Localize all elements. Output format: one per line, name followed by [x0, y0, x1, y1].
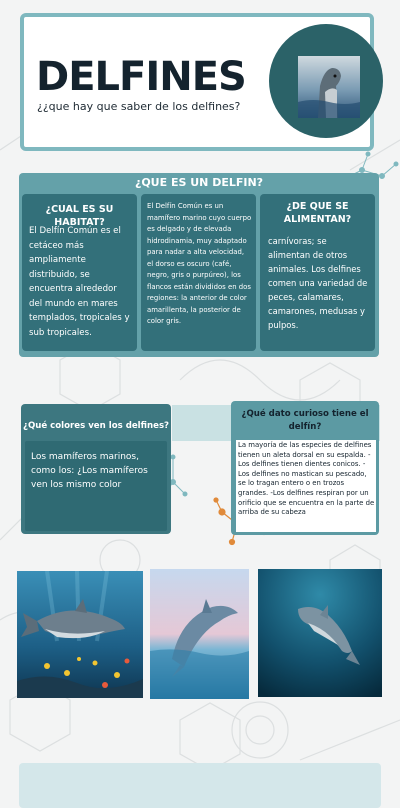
habitat-text: El Delfín Común es el cetáceo más ampliamente distribuido, se encuentra alrededor del mundo en mares templados, tropicales y sub tropicales. — [29, 226, 130, 338]
dolphin-jumping-photo — [150, 569, 249, 699]
description-text: El Delfín Común es un mamífero marino cuyo cuerpo es delgado y de elevada hidrodinamia, muy adaptado para nadar a alta velocidad, el dorso es oscuro (café, negro, gris o purpúreo), los flancos están divididos en dos regiones: la anterior de color amarillenta, la posterior de color gris. — [147, 202, 252, 325]
what-is-dolphin-title: ¿QUE ES UN DELFIN? — [134, 176, 264, 189]
food-card — [260, 194, 375, 351]
dolphin-reef-photo — [17, 571, 143, 698]
colors-heading: ¿Qué colores ven los delfines? — [22, 421, 170, 431]
habitat-heading: ¿CUAL ES SU HABITAT? — [45, 204, 114, 228]
dolphin-photo — [298, 56, 360, 118]
fact-text: La mayoría de las especies de delfines tienen un aleta dorsal en su espalda. -Los delfines tienen dientes conicos. -Los delfines no mastican su pescado, se lo tragan entero o en trozos grandes. -Los delfines respiran por un orificio que se encuentra en la parte de arriba de su cabeza — [238, 441, 375, 517]
food-heading: ¿DE QUE SE ALIMENTAN? — [283, 201, 352, 225]
page-title: DELFINES — [36, 54, 246, 100]
food-text: carnívoras; se alimentan de otros animales. Los delfines comen una variedad de peces, calamares, camarones, medusas y pulpos. — [268, 236, 368, 330]
dolphin-deep-sea-photo — [258, 569, 382, 697]
bottom-panel — [19, 763, 381, 808]
colors-text: Los mamíferos marinos, como los: ¿Los mamíferos ven los mismo color — [31, 452, 148, 490]
fact-heading: ¿Qué dato curioso tiene el delfín? — [241, 409, 369, 432]
description-card — [141, 194, 256, 351]
page-subtitle: ¿¿que hay que saber de los delfines? — [37, 100, 241, 113]
habitat-card — [22, 194, 137, 351]
